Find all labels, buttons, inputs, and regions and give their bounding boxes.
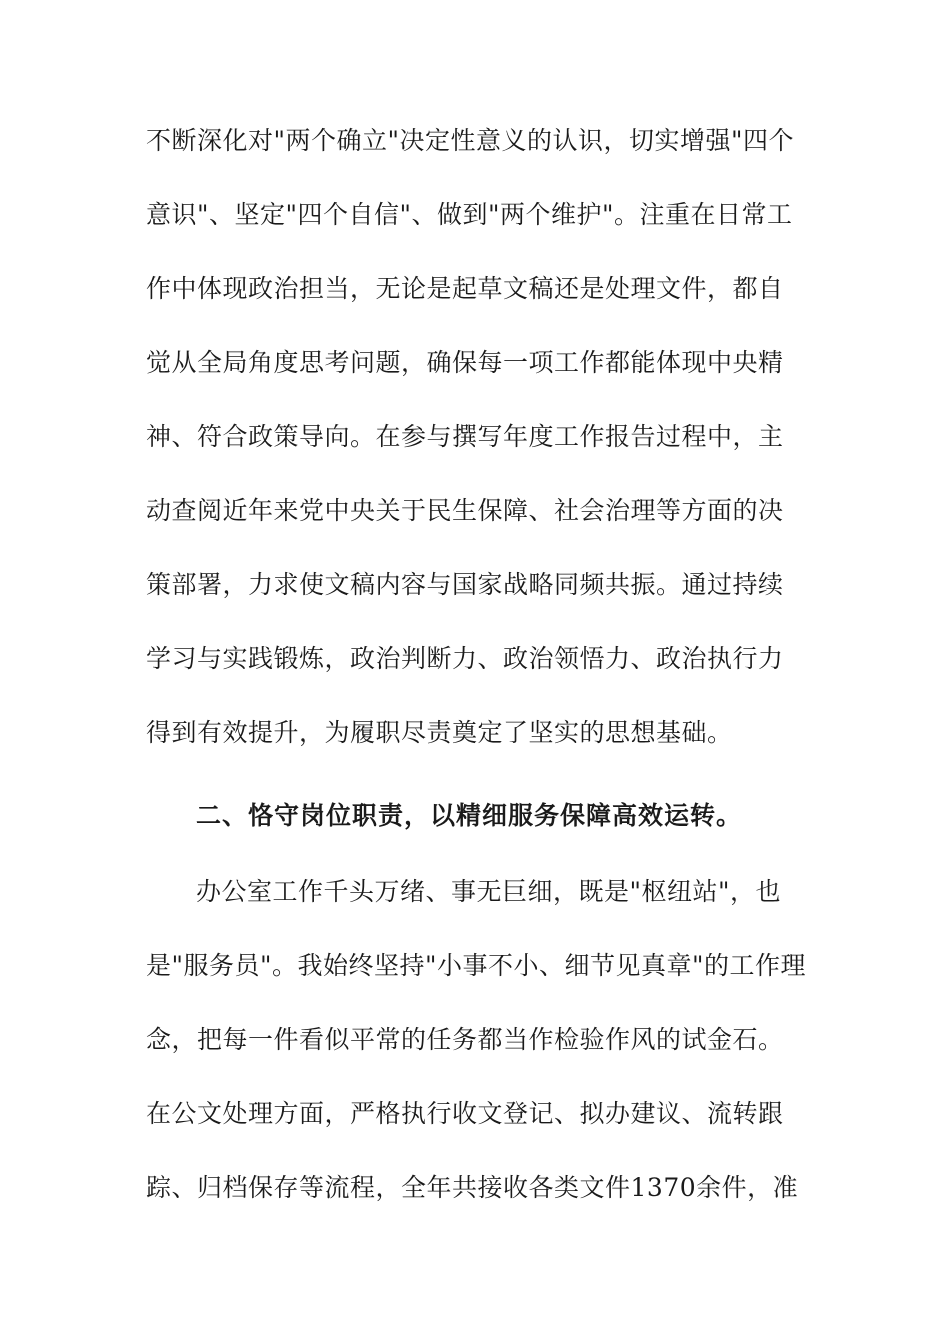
paragraph-1-line-8: 学习与实践锻炼，政治判断力、政治领悟力、政治执行力 <box>146 644 784 673</box>
paragraph-2-line-5: 踪、归档保存等流程，全年共接收各类文件1370余件，准 <box>146 1173 799 1202</box>
paragraph-2-line-3: 念，把每一件看似平常的任务都当作检验作风的试金石。 <box>146 1025 784 1054</box>
paragraph-1-line-3: 作中体现政治担当，无论是起草文稿还是处理文件，都自 <box>146 274 784 303</box>
paragraph-1-line-7: 策部署，力求使文稿内容与国家战略同频共振。通过持续 <box>146 570 784 599</box>
paragraph-1-line-4: 觉从全局角度思考问题，确保每一项工作都能体现中央精 <box>146 348 784 377</box>
paragraph-2-line-2: 是"服务员"。我始终坚持"小事不小、细节见真章"的工作理 <box>146 951 806 980</box>
paragraph-1-line-5: 神、符合政策导向。在参与撰写年度工作报告过程中，主 <box>146 422 784 451</box>
paragraph-2-line-4: 在公文处理方面，严格执行收文登记、拟办建议、流转跟 <box>146 1099 784 1128</box>
paragraph-1-line-6: 动查阅近年来党中央关于民生保障、社会治理等方面的决 <box>146 496 784 525</box>
section-2-heading: 二、恪守岗位职责，以精细服务保障高效运转。 <box>196 801 743 830</box>
paragraph-2-line-1: 办公室工作千头万绪、事无巨细，既是"枢纽站"，也 <box>196 877 782 906</box>
paragraph-1-line-1: 不断深化对"两个确立"决定性意义的认识，切实增强"四个 <box>146 126 794 155</box>
paragraph-1-line-2: 意识"、坚定"四个自信"、做到"两个维护"。注重在日常工 <box>146 200 793 229</box>
paragraph-1-line-9: 得到有效提升，为履职尽责奠定了坚实的思想基础。 <box>146 718 733 747</box>
